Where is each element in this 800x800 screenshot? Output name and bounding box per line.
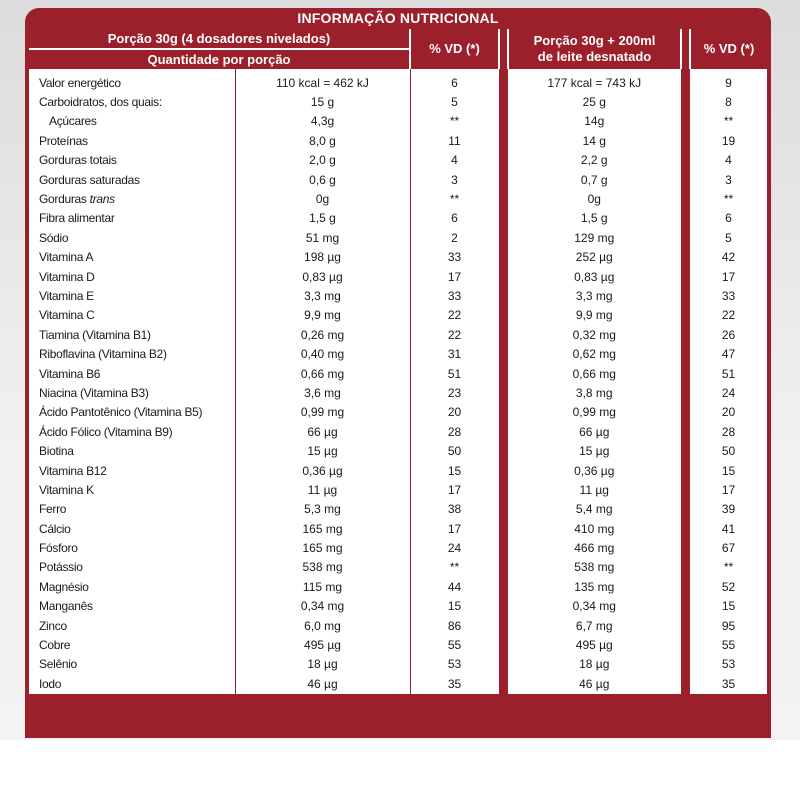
vd-value: 3 xyxy=(410,170,499,189)
column-divider xyxy=(681,267,690,286)
column-divider xyxy=(681,519,690,538)
column-divider xyxy=(499,344,508,363)
quantity-with-milk-value: 0,99 mg xyxy=(508,403,681,422)
column-divider xyxy=(681,209,690,228)
vd-value: 6 xyxy=(410,69,499,92)
quantity-with-milk-value: 3,8 mg xyxy=(508,383,681,402)
vd-value: 35 xyxy=(410,674,499,693)
quantity-with-milk-value: 0,34 mg xyxy=(508,597,681,616)
column-divider xyxy=(499,364,508,383)
quantity-value: 165 mg xyxy=(235,519,410,538)
vd-with-milk-value: 15 xyxy=(721,599,736,614)
table-row xyxy=(29,344,767,363)
quantity-value: 18 µg xyxy=(235,655,410,674)
column-divider xyxy=(681,344,690,363)
quantity-value: 0,66 mg xyxy=(235,364,410,383)
quantity-with-milk-value: 14g xyxy=(508,112,681,131)
column-divider xyxy=(681,112,690,131)
table-row xyxy=(29,209,767,228)
quantity-with-milk-value: 11 µg xyxy=(508,480,681,499)
quantity-with-milk-value: 25 g xyxy=(508,92,681,111)
nutrient-name: Zinco xyxy=(29,616,235,635)
footnote xyxy=(30,738,790,742)
nutrient-name: Cobre xyxy=(29,635,235,654)
table-row xyxy=(29,286,767,305)
nutrient-name: Vitamina C xyxy=(29,306,235,325)
table-row xyxy=(29,170,767,189)
column-divider xyxy=(499,248,508,267)
vd-with-milk-value: 67 xyxy=(721,541,736,556)
quantity-with-milk-value: 14 g xyxy=(508,131,681,150)
column-divider xyxy=(681,674,690,693)
column-divider xyxy=(499,383,508,402)
column-divider xyxy=(499,189,508,208)
column-divider xyxy=(499,655,508,674)
quantity-value: 165 mg xyxy=(235,538,410,557)
column-divider xyxy=(499,306,508,325)
vd-with-milk-value: 3 xyxy=(725,172,732,187)
label-title: INFORMAÇÃO NUTRICIONAL xyxy=(297,10,499,26)
column-divider xyxy=(681,151,690,170)
quantity-value: 0,40 mg xyxy=(235,344,410,363)
quantity-with-milk-value: 495 µg xyxy=(508,635,681,654)
vd-with-milk-value: 17 xyxy=(721,482,736,497)
column-divider xyxy=(499,325,508,344)
column-divider xyxy=(681,461,690,480)
vd-value: ** xyxy=(410,189,499,208)
quantity-with-milk-value: 0,36 µg xyxy=(508,461,681,480)
nutrient-name: Gorduras trans xyxy=(29,189,235,208)
nutrient-name: Cálcio xyxy=(29,519,235,538)
column-divider xyxy=(681,189,690,208)
quantity-value: 0,83 µg xyxy=(235,267,410,286)
column-divider xyxy=(681,480,690,499)
table-row xyxy=(29,151,767,170)
quantity-with-milk-value: 66 µg xyxy=(508,422,681,441)
column-divider xyxy=(499,577,508,596)
column-divider xyxy=(499,29,508,69)
table-row xyxy=(29,364,767,383)
column-divider xyxy=(681,92,690,111)
column-divider xyxy=(681,422,690,441)
quantity-with-milk-value: 0,7 g xyxy=(508,170,681,189)
table-row xyxy=(29,69,767,92)
vd-with-milk-value: 9 xyxy=(725,75,732,90)
quantity-value: 5,3 mg xyxy=(235,500,410,519)
vd-with-milk-value: 17 xyxy=(721,269,736,284)
nutrient-name: Fósforo xyxy=(29,538,235,557)
table-row xyxy=(29,248,767,267)
quantity-value: 110 kcal = 462 kJ xyxy=(235,69,410,92)
table-row xyxy=(29,112,767,131)
quantity-value: 9,9 mg xyxy=(235,306,410,325)
table-row xyxy=(29,480,767,499)
vd-with-milk-value: 5 xyxy=(725,230,732,245)
column-divider xyxy=(499,403,508,422)
quantity-with-milk-value: 9,9 mg xyxy=(508,306,681,325)
nutrient-name: Ferro xyxy=(29,500,235,519)
quantity-with-milk-value: 0,62 mg xyxy=(508,344,681,363)
column-divider xyxy=(681,597,690,616)
nutrient-name: Proteínas xyxy=(29,131,235,150)
quantity-value: 3,3 mg xyxy=(235,286,410,305)
quantity-value: 495 µg xyxy=(235,635,410,654)
vd-with-milk-value: 35 xyxy=(721,676,736,691)
column-divider xyxy=(681,286,690,305)
vd-value: 51 xyxy=(410,364,499,383)
vd-with-milk-value: 53 xyxy=(721,657,736,672)
nutrient-name: Sódio xyxy=(29,228,235,247)
nutrient-name: Riboflavina (Vitamina B2) xyxy=(29,344,235,363)
column-divider xyxy=(499,674,508,693)
vd-value: 17 xyxy=(410,480,499,499)
column-divider xyxy=(681,306,690,325)
vd-value: 6 xyxy=(410,209,499,228)
column-divider xyxy=(499,480,508,499)
vd-with-milk-value: ** xyxy=(723,560,734,575)
vd-value: 31 xyxy=(410,344,499,363)
nutrient-rows xyxy=(29,69,767,694)
table-row xyxy=(29,267,767,286)
table-row xyxy=(29,597,767,616)
column-divider xyxy=(499,151,508,170)
serving-size-header: Porção 30g (4 dosadores nivelados) xyxy=(29,29,410,49)
column-divider xyxy=(499,267,508,286)
table-row xyxy=(29,228,767,247)
quantity-value: 51 mg xyxy=(235,228,410,247)
vd-with-milk-value: 15 xyxy=(721,463,736,478)
vd-with-milk-value: ** xyxy=(723,114,734,129)
column-divider xyxy=(681,403,690,422)
nutrient-name: Açúcares xyxy=(29,112,235,131)
vd-with-milk-value: 8 xyxy=(725,95,732,110)
nutrient-name: Selênio xyxy=(29,655,235,674)
table-row xyxy=(29,422,767,441)
vd-value: 11 xyxy=(410,131,499,150)
table-row xyxy=(29,403,767,422)
vd-value: 33 xyxy=(410,248,499,267)
quantity-with-milk-value: 0g xyxy=(508,189,681,208)
nutrient-name: Iodo xyxy=(29,674,235,693)
quantity-value: 0g xyxy=(235,189,410,208)
table-row xyxy=(29,538,767,557)
nutrient-name: Carboidratos, dos quais: xyxy=(29,92,235,111)
quantity-with-milk-value: 466 mg xyxy=(508,538,681,557)
vd-with-milk-value: 55 xyxy=(721,638,736,653)
vd-value: 15 xyxy=(410,461,499,480)
vd-with-milk-value: ** xyxy=(723,192,734,207)
column-divider xyxy=(499,635,508,654)
table-row xyxy=(29,131,767,150)
vd-with-milk-value: 41 xyxy=(721,521,736,536)
quantity-with-milk-value: 5,4 mg xyxy=(508,500,681,519)
vd-value: 4 xyxy=(410,151,499,170)
column-divider xyxy=(681,29,690,69)
column-divider xyxy=(499,286,508,305)
table-row xyxy=(29,655,767,674)
quantity-value: 66 µg xyxy=(235,422,410,441)
vd-value: 86 xyxy=(410,616,499,635)
table-row xyxy=(29,306,767,325)
column-divider xyxy=(499,558,508,577)
quantity-with-milk-value: 6,7 mg xyxy=(508,616,681,635)
vd-with-milk-value: 26 xyxy=(721,327,736,342)
vd-with-milk-value: 50 xyxy=(721,444,736,459)
column-divider xyxy=(681,383,690,402)
quantity-value: 15 g xyxy=(235,92,410,111)
column-divider xyxy=(681,170,690,189)
vd-value: 17 xyxy=(410,267,499,286)
vd-with-milk-value: 33 xyxy=(721,288,736,303)
nutrient-name: Gorduras totais xyxy=(29,151,235,170)
quantity-with-milk-value: 3,3 mg xyxy=(508,286,681,305)
quantity-value: 0,36 µg xyxy=(235,461,410,480)
table-row xyxy=(29,519,767,538)
quantity-value: 0,6 g xyxy=(235,170,410,189)
column-divider xyxy=(499,422,508,441)
vd-value: 38 xyxy=(410,500,499,519)
vd-with-milk-value: 4 xyxy=(725,153,732,168)
column-divider xyxy=(681,364,690,383)
table-row xyxy=(29,577,767,596)
quantity-with-milk-value: 252 µg xyxy=(508,248,681,267)
column-divider xyxy=(499,597,508,616)
nutrient-name: Valor energético xyxy=(29,69,235,92)
column-divider xyxy=(681,325,690,344)
column-divider xyxy=(681,538,690,557)
column-divider xyxy=(681,635,690,654)
column-divider xyxy=(499,616,508,635)
nutrient-name: Ácido Pantotênico (Vitamina B5) xyxy=(29,403,235,422)
column-divider xyxy=(681,441,690,460)
nutrition-table xyxy=(29,29,767,694)
column-divider xyxy=(499,131,508,150)
table-row xyxy=(29,383,767,402)
vd-value: 53 xyxy=(410,655,499,674)
nutrient-name: Biotina xyxy=(29,441,235,460)
vd-with-milk-value: 42 xyxy=(721,250,736,265)
nutrient-name: Fibra alimentar xyxy=(29,209,235,228)
nutrient-name: Vitamina E xyxy=(29,286,235,305)
quantity-with-milk-value: 410 mg xyxy=(508,519,681,538)
nutrient-name: Manganês xyxy=(29,597,235,616)
vd-value: ** xyxy=(410,112,499,131)
quantity-value: 115 mg xyxy=(235,577,410,596)
serving-with-milk-line-1: Porção 30g + 200ml xyxy=(533,33,656,48)
table-row xyxy=(29,189,767,208)
quantity-value: 11 µg xyxy=(235,480,410,499)
quantity-with-milk-value: 0,83 µg xyxy=(508,267,681,286)
quantity-with-milk-value: 1,5 g xyxy=(508,209,681,228)
nutrient-name: Gorduras saturadas xyxy=(29,170,235,189)
quantity-with-milk-value: 0,32 mg xyxy=(508,325,681,344)
quantity-with-milk-value: 177 kcal = 743 kJ xyxy=(508,69,681,92)
quantity-per-serving-header: Quantidade por porção xyxy=(29,49,410,69)
vd-value: 28 xyxy=(410,422,499,441)
column-divider xyxy=(681,655,690,674)
column-divider xyxy=(499,209,508,228)
serving-with-milk-header xyxy=(508,29,681,69)
serving-with-milk-line-2: de leite desnatado xyxy=(537,49,652,64)
quantity-with-milk-value: 538 mg xyxy=(508,558,681,577)
column-divider xyxy=(681,577,690,596)
vd-with-milk-value: 19 xyxy=(721,133,736,148)
table-row xyxy=(29,92,767,111)
nutrient-name: Tiamina (Vitamina B1) xyxy=(29,325,235,344)
quantity-value: 198 µg xyxy=(235,248,410,267)
quantity-value: 15 µg xyxy=(235,441,410,460)
nutrient-name: Vitamina K xyxy=(29,480,235,499)
column-divider xyxy=(499,170,508,189)
vd-value: 23 xyxy=(410,383,499,402)
vd-value: ** xyxy=(410,558,499,577)
vd-with-milk-value: 24 xyxy=(721,385,736,400)
vd-with-milk-value: 52 xyxy=(721,579,736,594)
table-row xyxy=(29,674,767,693)
vd-with-milk-value: 22 xyxy=(721,308,736,323)
quantity-with-milk-value: 0,66 mg xyxy=(508,364,681,383)
vd-value: 24 xyxy=(410,538,499,557)
table-row xyxy=(29,558,767,577)
quantity-value: 3,6 mg xyxy=(235,383,410,402)
quantity-value: 8,0 g xyxy=(235,131,410,150)
column-divider xyxy=(499,538,508,557)
vd-with-milk-value: 51 xyxy=(721,366,736,381)
vd-with-milk-value: 28 xyxy=(721,424,736,439)
table-row xyxy=(29,500,767,519)
vd-with-milk-value: 6 xyxy=(725,211,732,226)
table-row xyxy=(29,616,767,635)
vd-value: 2 xyxy=(410,228,499,247)
column-divider xyxy=(499,441,508,460)
quantity-value: 2,0 g xyxy=(235,151,410,170)
nutrient-name: Niacina (Vitamina B3) xyxy=(29,383,235,402)
column-divider xyxy=(681,131,690,150)
quantity-with-milk-value: 18 µg xyxy=(508,655,681,674)
column-divider xyxy=(681,558,690,577)
nutrient-name: Vitamina A xyxy=(29,248,235,267)
vd-value: 5 xyxy=(410,92,499,111)
vd-with-milk-value: 20 xyxy=(721,405,736,420)
column-divider xyxy=(681,248,690,267)
vd-value: 15 xyxy=(410,597,499,616)
vd-value: 22 xyxy=(410,325,499,344)
quantity-value: 4,3g xyxy=(235,112,410,131)
quantity-value: 538 mg xyxy=(235,558,410,577)
quantity-value: 0,34 mg xyxy=(235,597,410,616)
nutrient-name: Vitamina D xyxy=(29,267,235,286)
column-divider xyxy=(681,69,690,92)
column-divider xyxy=(499,519,508,538)
table-row xyxy=(29,461,767,480)
vd-value: 20 xyxy=(410,403,499,422)
vd-header: % VD (*) xyxy=(410,29,499,69)
vd-value: 44 xyxy=(410,577,499,596)
column-divider xyxy=(499,92,508,111)
vd-with-milk-value: 39 xyxy=(721,502,736,517)
nutrient-name: Ácido Fólico (Vitamina B9) xyxy=(29,422,235,441)
column-divider xyxy=(681,616,690,635)
quantity-value: 0,26 mg xyxy=(235,325,410,344)
vd-value: 33 xyxy=(410,286,499,305)
nutrient-name: Vitamina B12 xyxy=(29,461,235,480)
quantity-with-milk-value: 46 µg xyxy=(508,674,681,693)
nutrient-name: Magnésio xyxy=(29,577,235,596)
table-row xyxy=(29,441,767,460)
column-divider xyxy=(499,228,508,247)
vd-milk-header: % VD (*) xyxy=(690,29,767,69)
vd-value: 50 xyxy=(410,441,499,460)
quantity-with-milk-value: 15 µg xyxy=(508,441,681,460)
column-divider xyxy=(681,228,690,247)
quantity-value: 6,0 mg xyxy=(235,616,410,635)
vd-value: 55 xyxy=(410,635,499,654)
vd-with-milk-value: 47 xyxy=(721,347,736,362)
quantity-with-milk-value: 129 mg xyxy=(508,228,681,247)
quantity-with-milk-value: 2,2 g xyxy=(508,151,681,170)
table-row xyxy=(29,325,767,344)
quantity-value: 1,5 g xyxy=(235,209,410,228)
column-divider xyxy=(499,112,508,131)
nutrient-name: Vitamina B6 xyxy=(29,364,235,383)
nutrient-name: Potássio xyxy=(29,558,235,577)
quantity-value: 0,99 mg xyxy=(235,403,410,422)
column-divider xyxy=(499,461,508,480)
vd-value: 17 xyxy=(410,519,499,538)
column-divider xyxy=(499,69,508,92)
vd-with-milk-value: 95 xyxy=(721,618,736,633)
quantity-value: 46 µg xyxy=(235,674,410,693)
table-row xyxy=(29,635,767,654)
quantity-with-milk-value: 135 mg xyxy=(508,577,681,596)
vd-value: 22 xyxy=(410,306,499,325)
column-divider xyxy=(681,500,690,519)
column-divider xyxy=(499,500,508,519)
